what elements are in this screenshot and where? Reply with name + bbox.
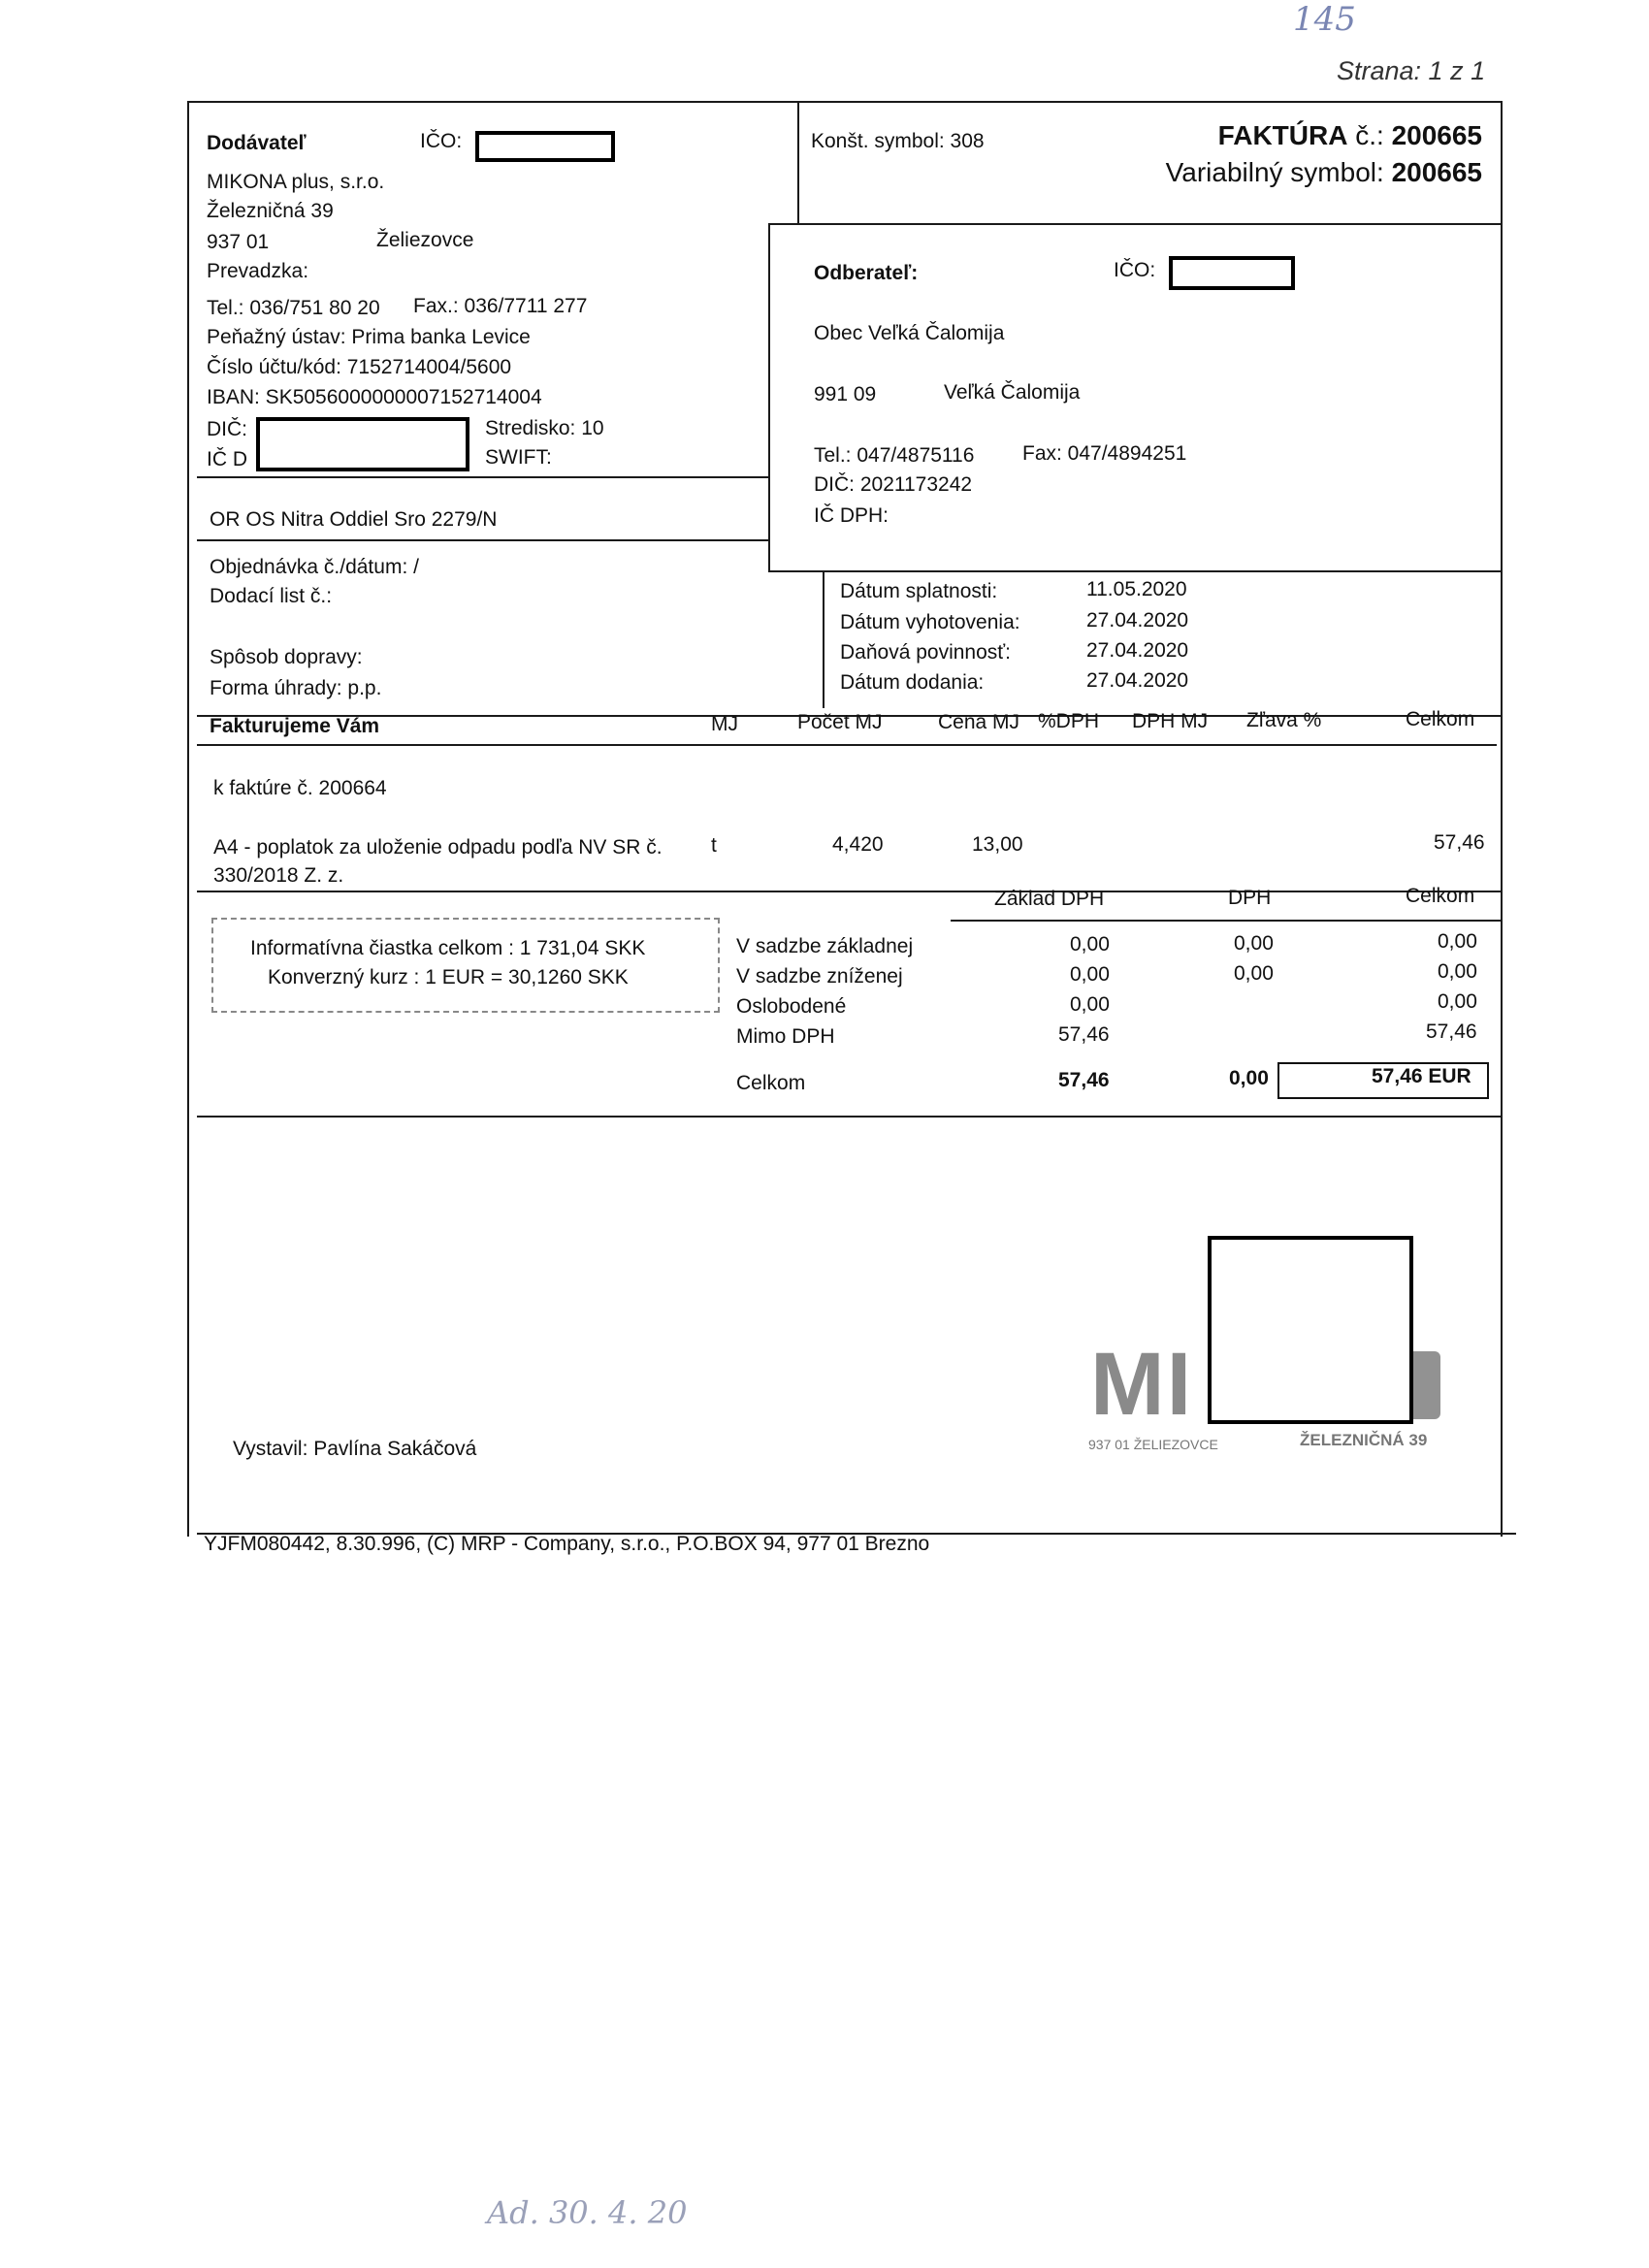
col-discount: Zľava % — [1246, 709, 1322, 731]
grand-total-label: Celkom — [736, 1072, 806, 1094]
dates-divider-vertical — [823, 570, 824, 708]
delivery-date-label: Dátum dodania: — [840, 671, 985, 694]
summary-row-total: 0,00 — [1438, 930, 1477, 953]
supplier-icd-label: IČ D — [207, 448, 247, 470]
supplier-name: MIKONA plus, s.r.o. — [207, 171, 385, 193]
grand-total-base: 57,46 — [1058, 1069, 1110, 1091]
customer-tel: Tel.: 047/4875116 — [814, 444, 975, 467]
customer-dic: DIČ: 2021173242 — [814, 473, 973, 496]
stamp-address-2: ŽELEZNIČNÁ 39 — [1300, 1431, 1428, 1449]
invoice-title — [1218, 120, 1482, 151]
supplier-zip: 937 01 — [207, 231, 270, 253]
frame-top — [187, 101, 1502, 103]
redacted-supplier-dic — [256, 417, 469, 471]
supplier-swift: SWIFT: — [485, 446, 552, 469]
summary-col-total: Celkom — [1406, 885, 1475, 907]
supplier-bank: Peňažný ústav: Prima banka Levice — [207, 326, 531, 348]
item-total: 57,46 — [1434, 831, 1485, 854]
items-bottom — [197, 891, 1502, 892]
items-header-bottom — [197, 744, 1497, 746]
customer-heading: Odberateľ: — [814, 262, 919, 284]
supplier-account: Číslo účtu/kód: 7152714004/5600 — [207, 356, 512, 378]
software-footer: YJFM080442, 8.30.996, (C) MRP - Company, s.r.o., P.O.BOX 94, 977 01 Brezno — [204, 1533, 930, 1555]
summary-row-base: 0,00 — [1070, 993, 1110, 1016]
info-total: Informatívna čiastka celkom : 1 731,04 SKK — [250, 937, 646, 959]
col-count: Počet MJ — [797, 711, 883, 733]
issue-date-label: Dátum vyhotovenia: — [840, 611, 1020, 633]
variable-symbol — [1166, 157, 1482, 188]
summary-row-base: 57,46 — [1058, 1023, 1110, 1046]
summary-row-label: Oslobodené — [736, 995, 847, 1018]
frame-left — [187, 101, 189, 1537]
stamp-address-1: 937 01 ŽELIEZOVCE — [1088, 1437, 1218, 1452]
supplier-ico-label: IČO: — [420, 130, 463, 152]
header-divider-vertical — [797, 101, 799, 225]
constant-symbol: Konšt. symbol: 308 — [811, 130, 985, 152]
info-box — [211, 918, 720, 1013]
customer-fax: Fax: 047/4894251 — [1022, 442, 1187, 465]
summary-bottom — [197, 1116, 1502, 1118]
invoice-reference: k faktúre č. 200664 — [213, 777, 387, 799]
summary-header-underline — [951, 920, 1502, 922]
issued-by: Vystavil: Pavlína Sakáčová — [233, 1438, 477, 1460]
summary-row-label: V sadzbe základnej — [736, 935, 914, 957]
summary-row-vat: 0,00 — [1234, 962, 1274, 985]
supplier-registry-divider — [197, 539, 769, 541]
customer-ico-label: IČO: — [1114, 259, 1156, 281]
summary-row-base: 0,00 — [1070, 963, 1110, 986]
item-price: 13,00 — [972, 833, 1023, 856]
col-vat-mj: DPH MJ — [1132, 710, 1209, 732]
items-title: Fakturujeme Vám — [210, 715, 380, 737]
customer-city: Veľká Čalomija — [944, 381, 1081, 404]
supplier-iban: IBAN: SK5056000000007152714004 — [207, 386, 542, 408]
supplier-branch: Prevadzka: — [207, 260, 309, 282]
customer-box-top — [768, 223, 1502, 225]
summary-row-total: 0,00 — [1438, 990, 1477, 1013]
supplier-city: Želiezovce — [376, 229, 474, 251]
customer-box-bottom — [768, 570, 1502, 572]
grand-total-vat: 0,00 — [1229, 1067, 1269, 1089]
supplier-registry: OR OS Nitra Oddiel Sro 2279/N — [210, 508, 498, 531]
customer-box-left — [768, 223, 770, 572]
item-description-line2: 330/2018 Z. z. — [213, 864, 344, 887]
summary-row-label: Mimo DPH — [736, 1025, 835, 1048]
transport-method: Spôsob dopravy: — [210, 646, 363, 668]
grand-total-value: 57,46 EUR — [1372, 1065, 1471, 1087]
supplier-bank-divider — [197, 476, 769, 478]
supplier-center: Stredisko: 10 — [485, 417, 604, 439]
supplier-fax: Fax.: 036/7711 277 — [413, 295, 588, 317]
summary-row-vat: 0,00 — [1234, 932, 1274, 955]
handwritten-note: Ad. 30. 4. 20 — [487, 2194, 688, 2231]
col-mj: MJ — [711, 713, 738, 735]
frame-right — [1501, 101, 1503, 1537]
invoice-title-suffix: č.: — [1355, 120, 1384, 150]
variable-symbol-label: Variabilný symbol: — [1165, 157, 1384, 187]
due-date-label: Dátum splatnosti: — [840, 580, 998, 602]
stamp-logo-text: MI — [1090, 1335, 1194, 1434]
invoice-number: 200665 — [1391, 120, 1482, 150]
supplier-tel: Tel.: 036/751 80 20 — [207, 297, 380, 319]
order-number: Objednávka č./dátum: / — [210, 556, 419, 578]
supplier-dic-label: DIČ: — [207, 418, 247, 440]
redacted-customer-ico — [1169, 256, 1295, 290]
issue-date-value: 27.04.2020 — [1086, 609, 1189, 632]
supplier-street: Železničná 39 — [207, 200, 334, 222]
summary-row-total: 0,00 — [1438, 960, 1477, 983]
col-total: Celkom — [1406, 708, 1475, 730]
delivery-date-value: 27.04.2020 — [1086, 669, 1189, 692]
item-description-line1: A4 - poplatok za uloženie odpadu podľa NV SR č. — [213, 836, 663, 859]
invoice-title-label: FAKTÚRA — [1217, 120, 1348, 150]
tax-date-label: Daňová povinnosť: — [840, 641, 1011, 664]
handwritten-page-number: 145 — [1293, 0, 1356, 39]
conversion-rate: Konverzný kurz : 1 EUR = 30,1260 SKK — [268, 966, 629, 988]
redacted-supplier-ico — [475, 131, 615, 162]
summary-row-base: 0,00 — [1070, 933, 1110, 956]
item-mj: t — [711, 834, 717, 857]
payment-method: Forma úhrady: p.p. — [210, 677, 382, 699]
page-counter: Strana: 1 z 1 — [1337, 56, 1486, 85]
delivery-note: Dodací list č.: — [210, 585, 333, 607]
due-date-value: 11.05.2020 — [1086, 578, 1187, 600]
col-vat-pct: %DPH — [1038, 710, 1100, 732]
supplier-heading: Dodávateľ — [207, 132, 307, 154]
redacted-signature — [1208, 1236, 1413, 1424]
summary-col-base: Základ DPH — [994, 888, 1105, 910]
variable-symbol-value: 200665 — [1391, 157, 1482, 187]
summary-col-vat: DPH — [1228, 887, 1272, 909]
summary-row-total: 57,46 — [1426, 1021, 1477, 1043]
customer-name: Obec Veľká Čalomija — [814, 322, 1005, 344]
col-price: Cena MJ — [938, 711, 1020, 733]
tax-date-value: 27.04.2020 — [1086, 639, 1189, 662]
customer-icdph: IČ DPH: — [814, 504, 889, 527]
summary-row-label: V sadzbe zníženej — [736, 965, 903, 988]
customer-zip: 991 09 — [814, 383, 877, 405]
item-count: 4,420 — [832, 833, 884, 856]
